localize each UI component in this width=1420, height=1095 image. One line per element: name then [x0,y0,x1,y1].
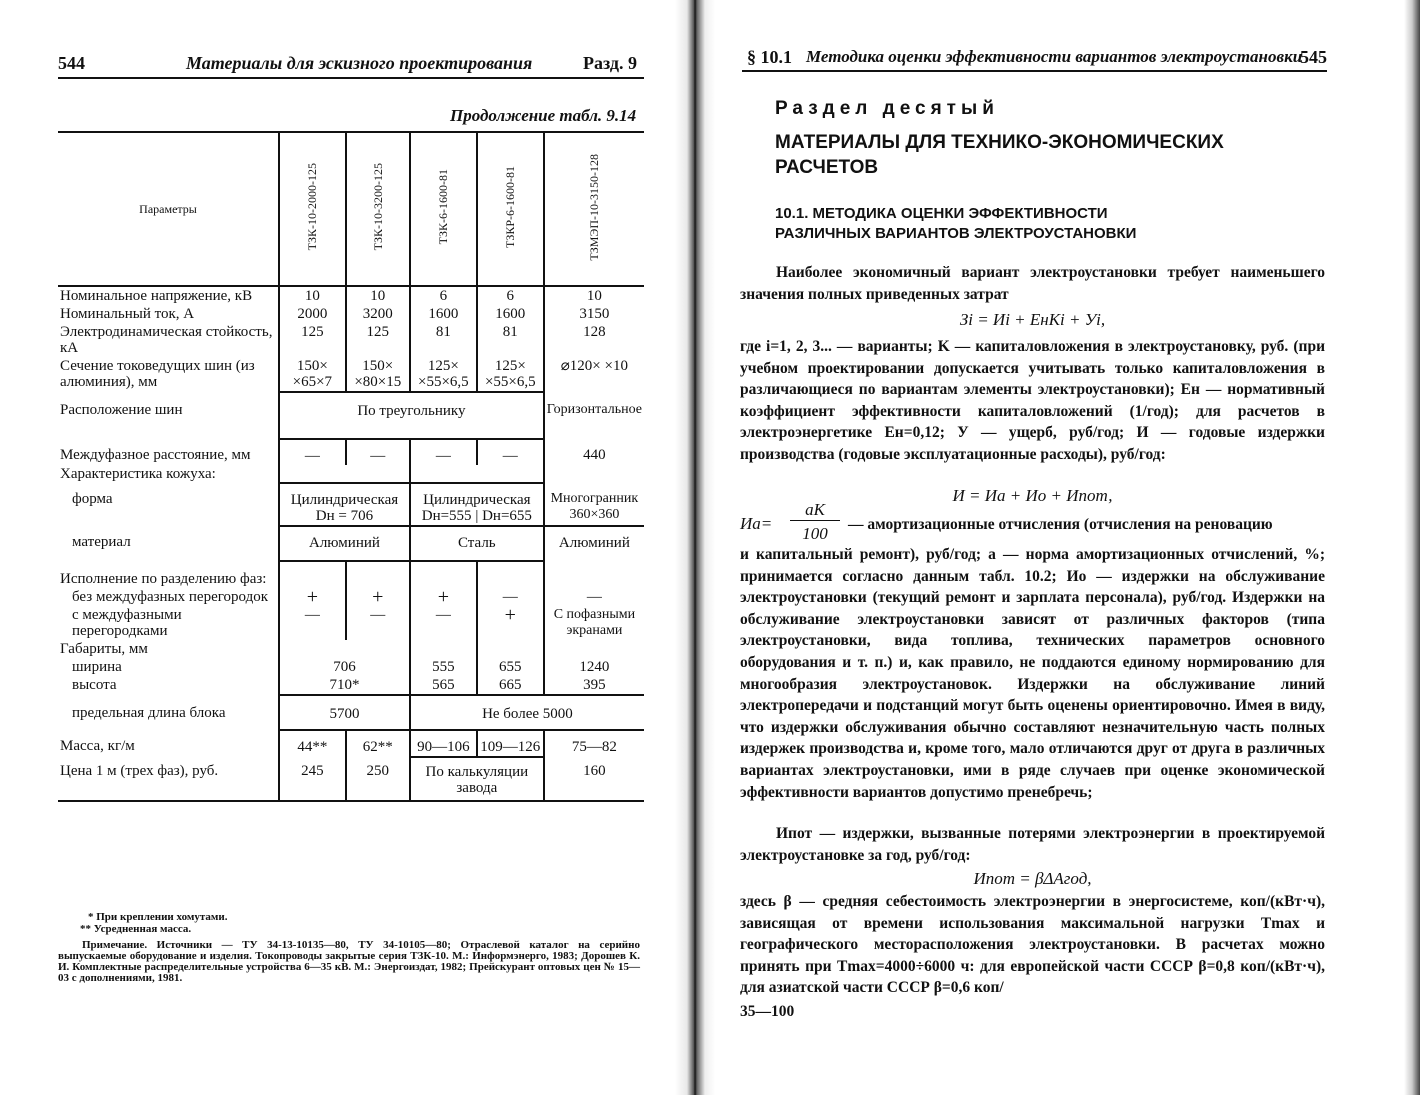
table-row [58,526,644,561]
paragraph: — амортизационные отчисления (отчисления на реновацию [848,516,1273,533]
formula-total-cost: Зi = Иi + EнKi + Уi, [959,310,1106,329]
sources-note: Примечание. Источники — ТУ 34-13-10135—80, ТУ 34-10105—80; Отраслевой каталог на серийно выпускаемые оборудование и изделия. Токопроводы закрытые серия ТЗК-10. М.: Информэнерго, 1983; Дорошев К. И. Комплектные распределительные устройства 6—35 кВ. М.: Энергоиздат, 1982; Прейскурант оптовых цен № 15—03 с дополнениями, 1981. [58,939,640,984]
paragraph: Наиболее экономичный вариант электроустановки требует наименьшего значения полных приведенных затрат [740,264,1325,303]
cell: 5700 [279,695,410,730]
cell: 160 [544,757,644,801]
table-row [58,357,644,392]
table-row [58,465,644,483]
cell: — [544,588,644,606]
row-label: Габариты, мм [60,641,148,657]
cell: 90—106 [410,730,477,757]
paragraph: и капитальный ремонт), руб/год; a — норма амортизационных отчислений, %; принимается согласно данным табл. 10.2; Ио — издержки на обслуживание электроустановки (текущий ремонт и зарплата персонала), руб/год. Издержки на обслуживание электроустановки зависят от различных факторов (типа электроустановки, вида топлива, технических параметров основного оборудования и т. п.) и, как правило, не поддаются единому нормированию для многообразия электроустановок. Издержки на обслуживание линий электропередачи и подстанций могут быть оценены ориентировочно. Имея в виду, что издержки обслуживания обычно составляют незначительную часть полных издержек производства и, кроме того, мало отличаются друг от друга в различных вариантах электроустановки, ими в ряде случаев при оценке экономической эффективности вариантов допустимо пренебречь; [740,546,1325,801]
cell: 665 [477,676,544,695]
cell: 706 [279,658,410,676]
cell: 125× ×55×6,5 [477,357,544,392]
cell: + [279,588,346,606]
right-header-rule [742,70,1327,72]
cell: 10 [544,286,644,305]
row-label: Расположение шин [60,402,183,418]
cell: 1240 [544,658,644,676]
row-label: Сечение токоведущих шин (из алюминия), мм [60,358,255,390]
cell: 81 [410,323,477,357]
cell: 3200 [346,305,410,323]
left-running-title: Материалы для эскизного проектирования [186,53,533,73]
cell: — [410,606,477,640]
row-label: Номинальное напряжение, кВ [60,288,253,304]
table-row [58,640,644,658]
row-label: с междуфазными перегородками [72,607,182,639]
cell: + [477,606,544,640]
part-label: Раздел десятый [775,98,999,119]
cell: 2000 [279,305,346,323]
cell: 555 [410,658,477,676]
row-label: высота [72,677,117,693]
cell: Dн=555 [421,508,472,524]
cell: С пофазными экранами [544,606,644,640]
formula-amortization-numerator: aK [790,500,840,521]
cell: ⌀120× ×10 [544,357,644,392]
table-row [58,392,644,439]
cell: 128 [544,323,644,357]
cell: 62** [346,730,410,757]
cell: 395 [544,676,644,695]
cell: 1600 [477,305,544,323]
column-header: ТЗКР-6-1600-81 [503,165,518,248]
cell: Не более 5000 [410,695,644,730]
formula-amortization-lhs: Иа= [740,514,773,533]
table-row [58,658,644,676]
row-label: материал [72,534,131,550]
cell: — [410,439,477,465]
table-row [58,561,644,588]
cell: 10 [346,286,410,305]
part-title-line2: РАСЧЕТОВ [775,157,879,178]
paragraph: где i=1, 2, 3... — варианты; K — капиталовложения в электроустановку, руб. (при учебном проектировании допускается учитывать только капиталовложения в различающиеся по вариантам элементы электроустановки); Eн — нормативный коэффициент эффективности капиталовложений (1/год); для расчетов в электроэнергетике Eн=0,12; У — ущерб, руб/год; И — годовые издержки производства (годовые эксплуатационные расходы), руб/год: [740,338,1325,463]
page-edge [1404,0,1420,1095]
cell: 125× ×55×6,5 [410,357,477,392]
cell: 6 [410,286,477,305]
row-label: без междуфазных перегородок [72,589,268,605]
row-label: форма [72,491,113,507]
cell: 150× ×80×15 [346,357,410,392]
table-row [58,606,644,640]
row-label: Характеристика кожуха: [60,466,216,482]
cell: Цилиндрическая Dн = 706 [279,483,410,526]
cell: 125 [346,323,410,357]
cell: Цилиндрическая [423,492,531,508]
cell: 1600 [410,305,477,323]
column-header: ТЗМЭП-10-3150-128 [587,153,602,261]
cell: — [477,588,544,606]
part-title-line1: МАТЕРИАЛЫ ДЛЯ ТЕХНИКО-ЭКОНОМИЧЕСКИХ [775,132,1224,153]
row-label: Цена 1 м (трех фаз), руб. [58,757,279,801]
table-row [58,757,644,801]
formula-loss-costs: Ипот = βΔAгод, [973,869,1092,888]
cell: 150× ×65×7 [279,357,346,392]
table-row [58,676,644,695]
cell: 109—126 [477,730,544,757]
column-header: ТЗК-10-2000-125 [305,163,320,251]
right-running-title: Методика оценки эффективности вариантов электроустановки [806,47,1303,66]
formula-amortization-denominator: 100 [802,524,828,543]
table-row [58,439,644,465]
cell: 81 [477,323,544,357]
cell: + [410,588,477,606]
cell: 6 [477,286,544,305]
cell: 565 [410,676,477,695]
cell: 440 [544,439,644,465]
table-row [58,286,644,305]
table-row [58,695,644,730]
chapter-title-line2: РАЗЛИЧНЫХ ВАРИАНТОВ ЭЛЕКТРОУСТАНОВКИ [775,225,1137,242]
cell: 44** [279,730,346,757]
row-label: Исполнение по разделению фаз: [60,571,267,587]
cell: 10 [279,286,346,305]
table-row [58,323,644,357]
right-running-section: § 10.1 [747,47,792,67]
cell: — [279,606,346,640]
row-label: Масса, кг/м [60,738,135,754]
table-row [58,305,644,323]
cell: Алюминий [544,526,644,561]
cell: Сталь [410,526,544,561]
column-header: ТЗК-6-1600-81 [436,169,451,245]
left-header-rule [58,77,644,79]
cell: Горизонтальное [544,392,644,439]
chapter-title-line1: 10.1. МЕТОДИКА ОЦЕНКИ ЭФФЕКТИВНОСТИ [775,205,1108,222]
book-spine [675,0,715,1095]
cell: 3150 [544,305,644,323]
paragraph: здесь β — средняя себестоимость электроэнергии в энергосистеме, коп/(кВт·ч), зависящая от времени использования максимальной нагрузки Tmax и географического месторасположения электроустановки. В расчетах можно принять при Tmax=4000÷6000 ч: для европейской части СССР β=0,8 коп/(кВт·ч), для азиатской части СССР β=0,6 коп/ [740,893,1325,997]
paragraph-end: 35—100 [740,1003,795,1020]
left-page-number: 544 [58,53,85,73]
row-label: Междуфазное расстояние, мм [60,447,251,463]
cell: 250 [346,757,410,801]
table-caption: Продолжение табл. 9.14 [450,106,637,125]
row-label: предельная длина блока [72,705,226,721]
cell: Многогранник 360×360 [544,483,644,526]
footnote: ** Усредненная масса. [80,923,192,935]
cell: По треугольнику [279,392,544,439]
row-label: Номинальный ток, А [60,306,195,322]
cell: — [279,439,346,465]
cell: Dн=655 [482,508,532,524]
cell: 710* [279,676,410,695]
cell: — [477,439,544,465]
param-header: Параметры [58,132,279,286]
cell: + [346,588,410,606]
column-header: ТЗК-10-3200-125 [370,163,385,251]
row-label: Электродинамическая стойкость, кА [60,324,273,356]
footnote: * При креплении хомутами. [88,911,228,923]
table-row [58,730,644,757]
cell: — [346,606,410,640]
cell: 245 [279,757,346,801]
table-row [58,588,644,606]
formula-annual-costs: И = Иа + Ио + Ипот, [952,486,1113,505]
cell: 125 [279,323,346,357]
right-page-number: 545 [1300,47,1327,67]
row-label: ширина [72,659,122,675]
paragraph: Ипот — издержки, вызванные потерями электроэнергии в проектируемой электроустановке за год, руб/год: [740,825,1325,864]
cell: По калькуляции завода [410,757,544,801]
cell: 75—82 [544,730,644,757]
cell: — [346,439,410,465]
table-row: форма Цилиндрическая Dн = 706 Цилиндрическая Dн=555 | Dн=655 Многогранник 360×360 [58,483,644,526]
bus-duct-table [58,131,644,802]
table-header-row [58,132,644,286]
left-section-label: Разд. 9 [583,53,638,73]
cell: Алюминий [279,526,410,561]
cell: 655 [477,658,544,676]
